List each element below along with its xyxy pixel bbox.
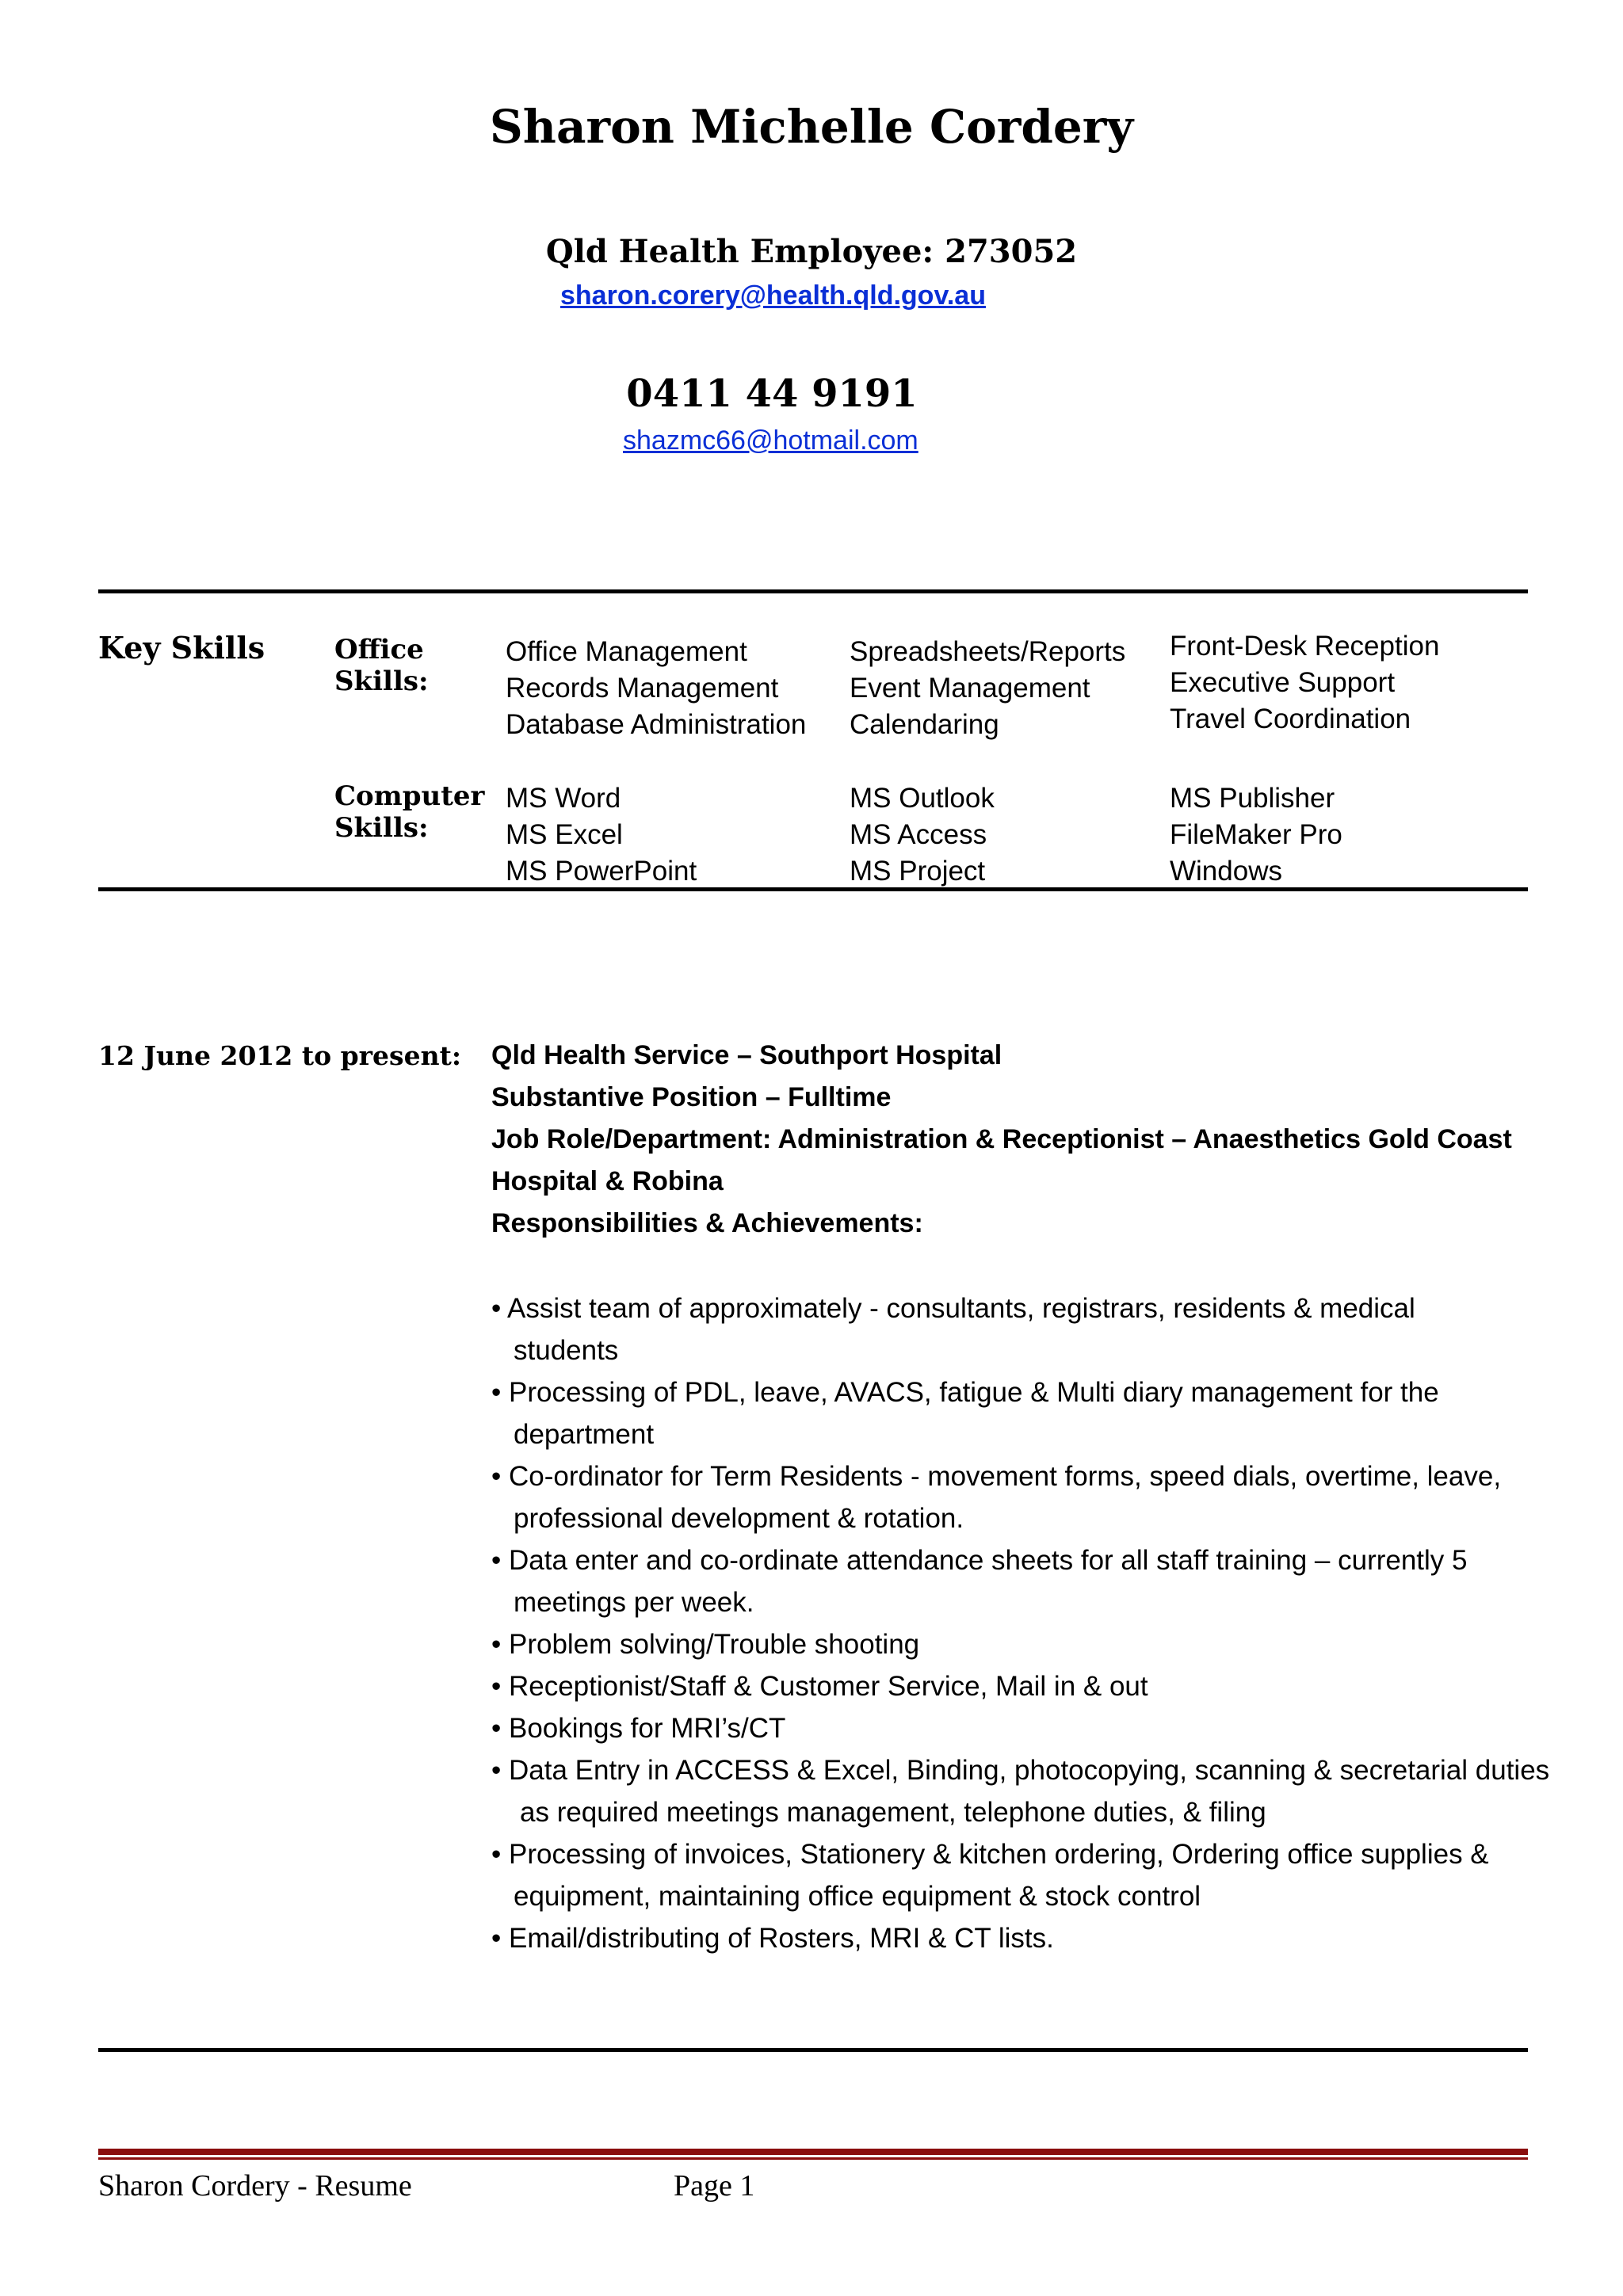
responsibility-text-cont: meetings per week. [514, 1587, 754, 1618]
footer-document-title: Sharon Cordery - Resume [98, 2169, 412, 2203]
responsibility-item [491, 1707, 785, 1749]
computer-skill: MS Project [850, 856, 986, 887]
computer-skill: FileMaker Pro [1170, 819, 1342, 850]
footer-rule-thin [98, 2157, 1528, 2160]
responsibility-text-cont: professional development & rotation. [514, 1503, 964, 1534]
employee-number: Qld Health Employee: 273052 [545, 233, 1078, 270]
divider-experience-bottom [98, 2048, 1528, 2052]
office-skill: Front-Desk Reception [1170, 631, 1440, 662]
footer-page-number: Page 1 [674, 2169, 755, 2203]
work-email-link[interactable]: sharon.corery@health.qld.gov.au [560, 280, 986, 311]
computer-skill: MS Publisher [1170, 783, 1335, 814]
responsibility-item [491, 1455, 1501, 1539]
responsibility-item [491, 1287, 1415, 1371]
responsibility-text: • Receptionist/Staff & Customer Service, Mail in & out [491, 1671, 1148, 1702]
responsibilities-heading: Responsibilities & Achievements: [491, 1208, 923, 1238]
phone-number: 0411 44 9191 [626, 372, 918, 416]
office-skill: Database Administration [506, 709, 807, 740]
resume-name: Sharon Michelle Cordery [489, 100, 1134, 154]
computer-skill: Windows [1170, 856, 1282, 887]
computer-skill: MS Access [850, 819, 987, 850]
computer-skills-label-line2: Skills: [334, 812, 429, 844]
responsibility-item [491, 1665, 1148, 1707]
office-skills-label-line2: Skills: [334, 666, 429, 697]
responsibility-text-cont: equipment, maintaining office equipment & stock control [514, 1881, 1201, 1912]
responsibility-text-cont: department [514, 1419, 655, 1450]
computer-skill: MS PowerPoint [506, 856, 697, 887]
responsibility-item [491, 1539, 1468, 1623]
office-skills-label-line1: Office [334, 634, 424, 666]
responsibility-text: • Bookings for MRI’s/CT [491, 1713, 786, 1744]
computer-skills-label-line1: Computer [334, 780, 485, 812]
position-type: Substantive Position – Fulltime [491, 1082, 892, 1112]
office-skill: Office Management [506, 636, 747, 667]
responsibility-text-cont: as required meetings management, telephone duties, & filing [520, 1797, 1266, 1828]
office-skill: Executive Support [1170, 667, 1396, 698]
employment-date: 12 June 2012 to present: [98, 1040, 462, 1071]
responsibility-text-cont: students [514, 1335, 619, 1366]
computer-skill: MS Excel [506, 819, 623, 850]
personal-email-link[interactable]: shazmc66@hotmail.com [623, 425, 918, 456]
responsibility-text: • Assist team of approximately - consultants, registrars, residents & medical [491, 1293, 1415, 1324]
employer-name: Qld Health Service – Southport Hospital [491, 1040, 1002, 1070]
responsibility-item [491, 1917, 1054, 1959]
responsibility-text: • Data enter and co-ordinate attendance sheets for all staff training – currently 5 [491, 1545, 1468, 1576]
footer-rule-thick [98, 2149, 1528, 2155]
responsibility-item [491, 1749, 1549, 1833]
responsibility-item [491, 1833, 1489, 1917]
section-title-key-skills: Key Skills [98, 630, 265, 666]
responsibility-text: • Problem solving/Trouble shooting [491, 1629, 920, 1660]
computer-skill: MS Outlook [850, 783, 995, 814]
job-role-line2: Hospital & Robina [491, 1166, 724, 1196]
responsibility-item [491, 1371, 1439, 1455]
office-skill: Records Management [506, 673, 779, 704]
office-skill: Calendaring [850, 709, 999, 740]
responsibility-text: • Processing of invoices, Stationery & kitchen ordering, Ordering office supplies & [491, 1839, 1489, 1870]
responsibility-text: • Processing of PDL, leave, AVACS, fatigue & Multi diary management for the [491, 1377, 1439, 1408]
divider-top [98, 589, 1528, 593]
office-skill: Event Management [850, 673, 1090, 704]
responsibility-item [491, 1623, 919, 1665]
office-skill: Spreadsheets/Reports [850, 636, 1126, 667]
responsibility-text: • Email/distributing of Rosters, MRI & CT lists. [491, 1923, 1054, 1954]
divider-skills-bottom [98, 887, 1528, 891]
computer-skill: MS Word [506, 783, 621, 814]
responsibility-text: • Co-ordinator for Term Residents - movement forms, speed dials, overtime, leave, [491, 1461, 1502, 1492]
responsibility-text: • Data Entry in ACCESS & Excel, Binding, photocopying, scanning & secretarial duties [491, 1755, 1550, 1786]
office-skill: Travel Coordination [1170, 704, 1411, 734]
job-role-line1: Job Role/Department: Administration & Receptionist – Anaesthetics Gold Coast [491, 1124, 1512, 1154]
